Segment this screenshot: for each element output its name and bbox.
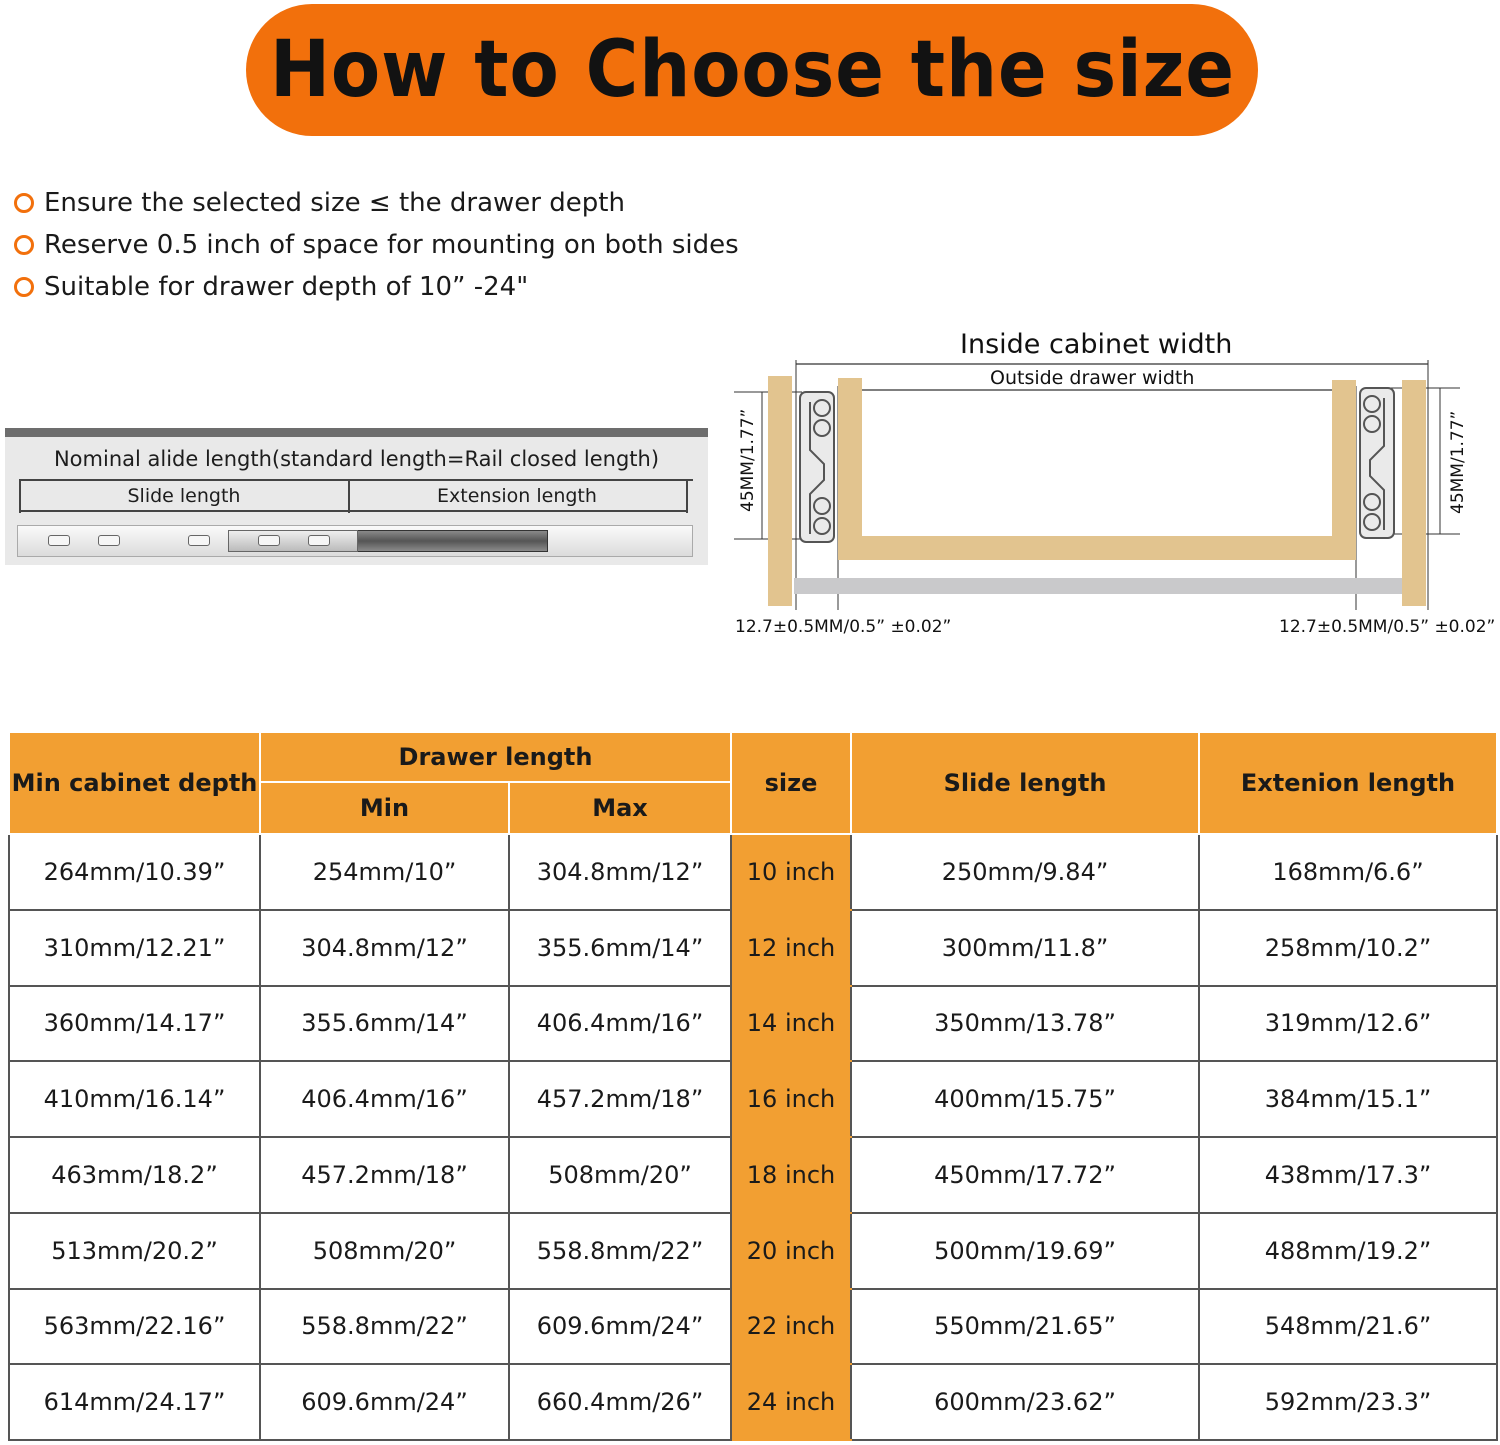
table-row	[9, 910, 1497, 986]
drawer-right-side	[1332, 380, 1356, 560]
rail-hole	[308, 535, 330, 546]
drawer-bottom	[838, 536, 1356, 560]
header-min-cabinet-depth: Min cabinet depth	[9, 732, 260, 834]
table-row	[9, 1137, 1497, 1213]
cell-extension-length: 168mm/6.6”	[1199, 834, 1497, 910]
inside-cabinet-width-label: Inside cabinet width	[960, 329, 1233, 360]
left-height-label: 45MM/1.77”	[738, 408, 758, 512]
cell-extension-length: 384mm/15.1”	[1199, 1061, 1497, 1137]
cell-slide-length: 350mm/13.78”	[851, 986, 1199, 1062]
outside-drawer-width-label: Outside drawer width	[990, 367, 1195, 389]
bullet-text: Ensure the selected size ≤ the drawer depth	[44, 188, 625, 218]
extension-length-label: Extension length	[437, 485, 597, 507]
nominal-length-label: Nominal alide length(standard length=Rail closed length)	[53, 447, 660, 471]
cell-slide-length: 500mm/19.69”	[851, 1213, 1199, 1289]
header-drawer-length: Drawer length	[260, 732, 731, 782]
cell-min-cabinet-depth: 410mm/16.14”	[9, 1061, 260, 1137]
cell-extension-length: 592mm/23.3”	[1199, 1364, 1497, 1440]
drawer-slide-rail	[17, 525, 693, 557]
cell-drawer-max: 508mm/20”	[509, 1137, 731, 1213]
cell-size: 16 inch	[731, 1061, 851, 1137]
cabinet-right-wall	[1402, 380, 1426, 606]
rail-hole	[188, 535, 210, 546]
cell-size: 20 inch	[731, 1213, 851, 1289]
cell-drawer-max: 660.4mm/26”	[509, 1364, 731, 1440]
bullet-list	[14, 182, 739, 308]
cell-drawer-min: 304.8mm/12”	[260, 910, 509, 986]
nominal-dimension-line	[19, 479, 693, 481]
right-tolerance-label: 12.7±0.5MM/0.5” ±0.02”	[1279, 617, 1496, 637]
header-slide-length: Slide length	[851, 732, 1199, 834]
cell-size: 10 inch	[731, 834, 851, 910]
cell-drawer-min: 406.4mm/16”	[260, 1061, 509, 1137]
dimension-tick	[686, 479, 688, 513]
rail-hole	[258, 535, 280, 546]
circle-bullet-icon	[14, 235, 34, 255]
cell-min-cabinet-depth: 310mm/12.21”	[9, 910, 260, 986]
cell-min-cabinet-depth: 614mm/24.17”	[9, 1364, 260, 1440]
cell-extension-length: 548mm/21.6”	[1199, 1289, 1497, 1365]
table-row	[9, 1289, 1497, 1365]
table-row	[9, 1213, 1497, 1289]
cell-extension-length: 438mm/17.3”	[1199, 1137, 1497, 1213]
cell-min-cabinet-depth: 563mm/22.16”	[9, 1289, 260, 1365]
cell-drawer-min: 558.8mm/22”	[260, 1289, 509, 1365]
drawer-left-side	[838, 378, 862, 560]
table-body	[9, 834, 1497, 1440]
cell-drawer-max: 609.6mm/24”	[509, 1289, 731, 1365]
rail-hole	[48, 535, 70, 546]
cell-size: 18 inch	[731, 1137, 851, 1213]
cell-drawer-min: 508mm/20”	[260, 1213, 509, 1289]
cell-size: 24 inch	[731, 1364, 851, 1440]
cell-drawer-max: 304.8mm/12”	[509, 834, 731, 910]
bullet-text: Suitable for drawer depth of 10” -24"	[44, 272, 529, 302]
table-row	[9, 1364, 1497, 1440]
header-size: size	[731, 732, 851, 834]
table-header-row	[9, 732, 1497, 782]
bullet-text: Reserve 0.5 inch of space for mounting on both sides	[44, 230, 739, 260]
cell-extension-length: 488mm/19.2”	[1199, 1213, 1497, 1289]
cell-size: 12 inch	[731, 910, 851, 986]
sub-dimension-line	[19, 510, 687, 512]
bullet-item	[14, 182, 739, 224]
cell-slide-length: 300mm/11.8”	[851, 910, 1199, 986]
cabinet-shelf	[794, 578, 1402, 594]
cell-slide-length: 250mm/9.84”	[851, 834, 1199, 910]
cell-slide-length: 550mm/21.65”	[851, 1289, 1199, 1365]
cell-slide-length: 400mm/15.75”	[851, 1061, 1199, 1137]
circle-bullet-icon	[14, 193, 34, 213]
cell-drawer-min: 457.2mm/18”	[260, 1137, 509, 1213]
cell-slide-length: 450mm/17.72”	[851, 1137, 1199, 1213]
cell-drawer-min: 609.6mm/24”	[260, 1364, 509, 1440]
cell-min-cabinet-depth: 463mm/18.2”	[9, 1137, 260, 1213]
cell-drawer-max: 355.6mm/14”	[509, 910, 731, 986]
cell-size: 14 inch	[731, 986, 851, 1062]
cell-extension-length: 258mm/10.2”	[1199, 910, 1497, 986]
cell-min-cabinet-depth: 513mm/20.2”	[9, 1213, 260, 1289]
slide-length-label: Slide length	[127, 485, 241, 507]
table-row	[9, 834, 1497, 910]
cell-drawer-max: 406.4mm/16”	[509, 986, 731, 1062]
bullet-item	[14, 266, 739, 308]
header-max: Max	[509, 782, 731, 834]
cell-drawer-max: 558.8mm/22”	[509, 1213, 731, 1289]
title-banner	[246, 4, 1258, 136]
cell-size: 22 inch	[731, 1289, 851, 1365]
cell-drawer-min: 355.6mm/14”	[260, 986, 509, 1062]
cell-min-cabinet-depth: 264mm/10.39”	[9, 834, 260, 910]
rail-middle-section	[228, 530, 358, 552]
left-slide-profile	[800, 392, 834, 542]
header-min: Min	[260, 782, 509, 834]
header-extension-length: Extenion length	[1199, 732, 1497, 834]
cabinet-cross-section-diagram	[730, 330, 1470, 620]
table-row	[9, 986, 1497, 1062]
page-title: How to Choose the size	[269, 25, 1235, 115]
cell-extension-length: 319mm/12.6”	[1199, 986, 1497, 1062]
slide-length-diagram	[5, 428, 708, 565]
cell-drawer-max: 457.2mm/18”	[509, 1061, 731, 1137]
cabinet-left-wall	[768, 376, 792, 606]
cell-drawer-min: 254mm/10”	[260, 834, 509, 910]
cell-min-cabinet-depth: 360mm/14.17”	[9, 986, 260, 1062]
left-tolerance-label: 12.7±0.5MM/0.5” ±0.02”	[735, 617, 952, 637]
table-row	[9, 1061, 1497, 1137]
circle-bullet-icon	[14, 277, 34, 297]
rail-hole	[98, 535, 120, 546]
size-table	[8, 731, 1498, 1441]
right-height-label: 45MM/1.77”	[1448, 410, 1468, 514]
right-slide-profile	[1360, 388, 1394, 538]
cell-slide-length: 600mm/23.62”	[851, 1364, 1199, 1440]
bullet-item	[14, 224, 739, 266]
